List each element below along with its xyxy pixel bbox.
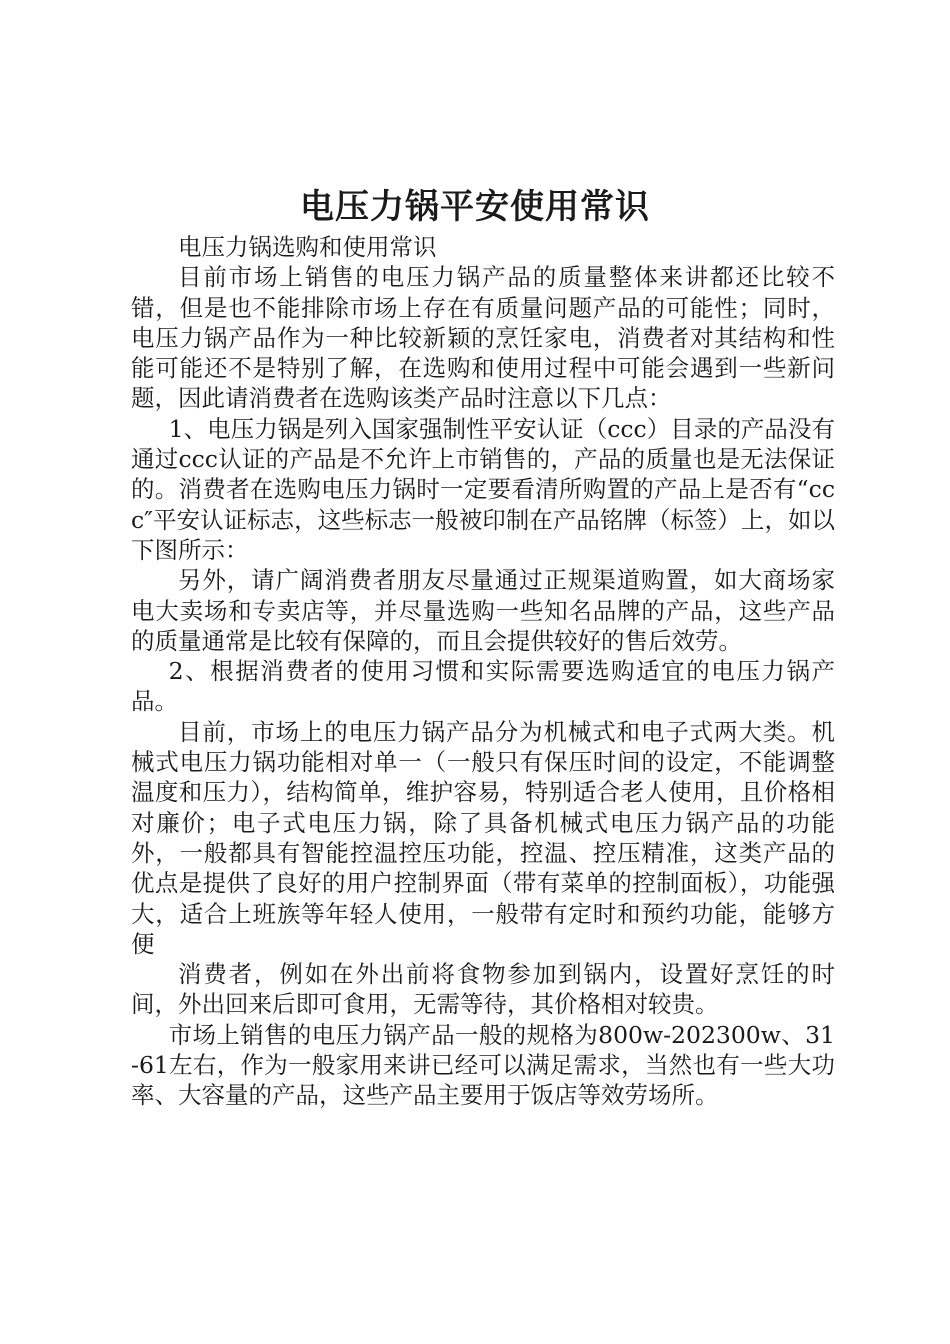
paragraph-purchase-channels: 另外，请广阔消费者朋友尽量通过正规渠道购置，如大商场家电大卖场和专卖店等，并尽量选购一些知名品牌的产品，这些产品的质量通常是比较有保障的，而且会提供较好的售后效劳。 — [131, 566, 835, 655]
document-body — [131, 232, 835, 1111]
paragraph-convenience: 消费者，例如在外出前将食物参加到锅内，设置好烹饪的时间，外出回来后即可食用，无需等待，其价格相对较贵。 — [131, 960, 835, 1019]
paragraph-product-types: 目前，市场上的电压力锅产品分为机械式和电子式两大类。机械式电压力锅功能相对单一（一般只有保压时间的设定，不能调整温度和压力），结构简单，维护容易，特别适合老人使用，且价格相对廉价；电子式电压力锅，除了具备机械式电压力锅产品的功能外，一般都具有智能控温控压功能，控温、控压精准，这类产品的优点是提供了良好的用户控制界面（带有菜单的控制面板），功能强大，适合上班族等年轻人使用，一般带有定时和预约功能，能够方便 — [131, 717, 835, 958]
paragraph-specifications: 市场上销售的电压力锅产品一般的规格为800w-202300w、31-61左右，作为一般家用来讲已经可以满足需求，当然也有一些大功率、大容量的产品，这些产品主要用于饭店等效劳场所。 — [131, 1020, 835, 1110]
paragraph-point-1: 1、电压力锅是列入国家强制性平安认证（ccc）目录的产品没有通过ccc认证的产品是不允许上市销售的，产品的质量也是无法保证的。消费者在选购电压力锅时一定要看清所购置的产品上是否有“ccc″平安认证标志，这些标志一般被印制在产品铭牌（标签）上，如以下图所示： — [131, 414, 835, 564]
paragraph-point-2: 2、根据消费者的使用习惯和实际需要选购适宜的电压力锅产品。 — [131, 657, 835, 716]
paragraph-subtitle: 电压力锅选购和使用常识 — [178, 233, 437, 261]
document-title: 电压力锅平安使用常识 — [300, 187, 650, 227]
paragraph-intro: 目前市场上销售的电压力锅产品的质量整体来讲都还比较不错，但是也不能排除市场上存在有质量问题产品的可能性；同时，电压力锅产品作为一种比较新颖的烹饪家电，消费者对其结构和性能可能还不是特别了解，在选购和使用过程中可能会遇到一些新问题，因此请消费者在选购该类产品时注意以下几点： — [131, 263, 835, 413]
